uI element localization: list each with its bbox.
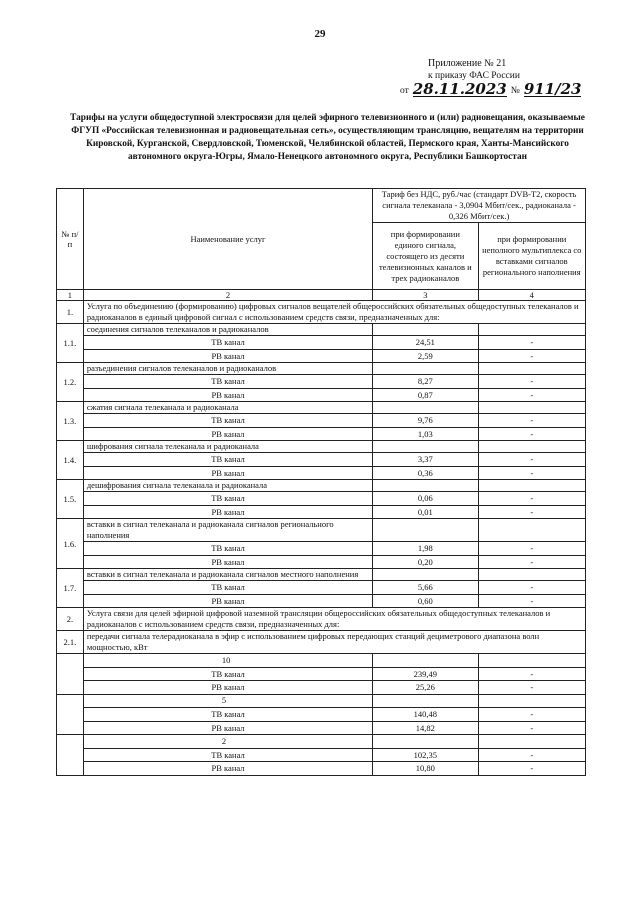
tv-label: ТВ канал bbox=[83, 667, 372, 681]
order-date: 28.11.2023 bbox=[412, 80, 507, 98]
item-value-empty bbox=[373, 569, 478, 581]
rv-row bbox=[57, 681, 586, 695]
rv-value: 25,26 bbox=[373, 681, 478, 695]
rv-label: РВ канал bbox=[83, 349, 372, 363]
rv-value: 14,82 bbox=[373, 721, 478, 735]
rv-value: 0,20 bbox=[373, 555, 478, 569]
item-row bbox=[57, 569, 586, 581]
rv-value: 10,80 bbox=[373, 762, 478, 776]
rv-row bbox=[57, 594, 586, 608]
item-value-empty bbox=[478, 363, 585, 375]
column-numbers-row bbox=[57, 290, 586, 301]
dash-value: - bbox=[478, 594, 585, 608]
rv-label: РВ канал bbox=[83, 388, 372, 402]
section-row bbox=[57, 301, 586, 324]
power-row bbox=[57, 735, 586, 749]
power-kw: 2 bbox=[83, 735, 372, 749]
rv-value: 0,60 bbox=[373, 594, 478, 608]
tv-label: ТВ канал bbox=[83, 581, 372, 595]
tv-row bbox=[57, 336, 586, 350]
power-num-empty bbox=[57, 654, 84, 695]
dash-value: - bbox=[478, 414, 585, 428]
tv-row bbox=[57, 708, 586, 722]
dash-value: - bbox=[478, 748, 585, 762]
item-name: дешифрования сигнала телеканала и радиоканала bbox=[83, 480, 372, 492]
item-value-empty bbox=[478, 402, 585, 414]
item-num: 1.3. bbox=[57, 402, 84, 441]
rv-label: РВ канал bbox=[83, 762, 372, 776]
appendix-date-line bbox=[400, 82, 580, 97]
tv-label: ТВ канал bbox=[83, 414, 372, 428]
item-num: 1.1. bbox=[57, 324, 84, 363]
tv-row bbox=[57, 667, 586, 681]
colnum-1: 1 bbox=[57, 290, 84, 301]
item-name: вставки в сигнал телеканала и радиоканала сигналов местного наполнения bbox=[83, 569, 372, 581]
power-row bbox=[57, 694, 586, 708]
tv-value: 3,37 bbox=[373, 453, 478, 467]
dash-value: - bbox=[478, 427, 585, 441]
dash-value: - bbox=[478, 375, 585, 389]
item-value-empty bbox=[478, 480, 585, 492]
dash-value: - bbox=[478, 581, 585, 595]
colnum-4: 4 bbox=[478, 290, 585, 301]
power-items bbox=[57, 654, 586, 776]
power-value-empty bbox=[478, 694, 585, 708]
header-col3: при формировании единого сигнала, состоящего из десяти телевизионных каналов и трех радиоканалов bbox=[373, 223, 478, 290]
rv-value: 0,36 bbox=[373, 466, 478, 480]
section-num: 2. bbox=[57, 608, 84, 631]
tv-label: ТВ канал bbox=[83, 375, 372, 389]
order-number: 911/23 bbox=[523, 80, 582, 98]
power-kw: 10 bbox=[83, 654, 372, 668]
rv-value: 1,03 bbox=[373, 427, 478, 441]
item-num: 1.5. bbox=[57, 480, 84, 519]
item-num: 1.4. bbox=[57, 441, 84, 480]
dash-value: - bbox=[478, 388, 585, 402]
rv-row bbox=[57, 466, 586, 480]
dash-value: - bbox=[478, 349, 585, 363]
from-label: от bbox=[400, 86, 409, 96]
dash-value: - bbox=[478, 542, 585, 556]
tv-label: ТВ канал bbox=[83, 542, 372, 556]
document-title: Тарифы на услуги общедоступной электросвязи для целей эфирного телевизионного и (или) радиовещания, оказываемые ФГУП «Российская телевизионная и радиовещательная сеть», осуществляющим трансляцию, вещателям на территории Кировской, Курганской, Свердловской, Тюменской, Челябинской областей, Пермского края, Ханты-Мансийского автономного округа-Югры, Ямало-Ненецкого автономного округа, Республики Башкортостан bbox=[70, 113, 585, 162]
dash-value: - bbox=[478, 492, 585, 506]
item-row bbox=[57, 631, 586, 654]
tv-value: 9,76 bbox=[373, 414, 478, 428]
section1-items bbox=[57, 324, 586, 608]
power-value-empty bbox=[478, 735, 585, 749]
item-name: вставки в сигнал телеканала и радиоканала сигналов регионального наполнения bbox=[83, 519, 372, 542]
item-value-empty bbox=[373, 441, 478, 453]
number-label: № bbox=[510, 86, 520, 96]
item-row bbox=[57, 480, 586, 492]
tv-value: 239,49 bbox=[373, 667, 478, 681]
rv-label: РВ канал bbox=[83, 721, 372, 735]
appendix-title: Приложение № 21 bbox=[428, 58, 507, 69]
tv-label: ТВ канал bbox=[83, 708, 372, 722]
tv-row bbox=[57, 375, 586, 389]
tv-value: 0,06 bbox=[373, 492, 478, 506]
item-num: 1.2. bbox=[57, 363, 84, 402]
item-row bbox=[57, 519, 586, 542]
power-value-empty bbox=[373, 654, 478, 668]
dash-value: - bbox=[478, 721, 585, 735]
section-text: Услуга связи для целей эфирной цифровой наземной трансляции общероссийских обязательных общедоступных телеканалов и радиоканалов с использованием средств связи, предназначенных для: bbox=[83, 608, 585, 631]
dash-value: - bbox=[478, 762, 585, 776]
power-value-empty bbox=[373, 735, 478, 749]
dash-value: - bbox=[478, 667, 585, 681]
rv-label: РВ канал bbox=[83, 555, 372, 569]
item-value-empty bbox=[373, 324, 478, 336]
item-name: сжатия сигнала телеканала и радиоканала bbox=[83, 402, 372, 414]
rv-value: 0,01 bbox=[373, 505, 478, 519]
rv-label: РВ канал bbox=[83, 681, 372, 695]
tv-row bbox=[57, 581, 586, 595]
item-name: соединения сигналов телеканалов и радиоканалов bbox=[83, 324, 372, 336]
dash-value: - bbox=[478, 505, 585, 519]
dash-value: - bbox=[478, 336, 585, 350]
power-row bbox=[57, 654, 586, 668]
rv-label: РВ канал bbox=[83, 594, 372, 608]
rv-label: РВ канал bbox=[83, 505, 372, 519]
item-row bbox=[57, 441, 586, 453]
rv-label: РВ канал bbox=[83, 466, 372, 480]
tv-value: 102,35 bbox=[373, 748, 478, 762]
colnum-3: 3 bbox=[373, 290, 478, 301]
item-value-empty bbox=[478, 441, 585, 453]
rv-label: РВ канал bbox=[83, 427, 372, 441]
power-num-empty bbox=[57, 735, 84, 776]
tv-row bbox=[57, 492, 586, 506]
page-number: 29 bbox=[314, 28, 326, 40]
tv-value: 24,51 bbox=[373, 336, 478, 350]
item-name: разъединения сигналов телеканалов и радиоканалов bbox=[83, 363, 372, 375]
item-value-empty bbox=[478, 519, 585, 542]
power-num-empty bbox=[57, 694, 84, 735]
dash-value: - bbox=[478, 466, 585, 480]
item-num: 1.6. bbox=[57, 519, 84, 569]
dash-value: - bbox=[478, 681, 585, 695]
item-value-empty bbox=[373, 480, 478, 492]
rv-row bbox=[57, 427, 586, 441]
power-kw: 5 bbox=[83, 694, 372, 708]
item-value-empty bbox=[478, 569, 585, 581]
item-value-empty bbox=[373, 402, 478, 414]
power-value-empty bbox=[478, 654, 585, 668]
item-num: 2.1. bbox=[57, 631, 84, 654]
rv-value: 2,59 bbox=[373, 349, 478, 363]
dash-value: - bbox=[478, 708, 585, 722]
rv-row bbox=[57, 762, 586, 776]
tv-value: 8,27 bbox=[373, 375, 478, 389]
section-num: 1. bbox=[57, 301, 84, 324]
header-tariff: Тариф без НДС, руб./час (стандарт DVB-T2, скорость сигнала телеканала - 3,0904 Мбит/сек., радиоканала - 0,326 Мбит/сек.) bbox=[373, 189, 586, 223]
rv-row bbox=[57, 505, 586, 519]
header-col4: при формировании неполного мультиплекса со вставками сигналов регионального наполнения bbox=[478, 223, 585, 290]
item-name: шифрования сигнала телеканала и радиоканала bbox=[83, 441, 372, 453]
item-row bbox=[57, 363, 586, 375]
tariff-table bbox=[56, 188, 586, 776]
item-value-empty bbox=[373, 519, 478, 542]
tv-row bbox=[57, 414, 586, 428]
section-row bbox=[57, 608, 586, 631]
tv-value: 140,48 bbox=[373, 708, 478, 722]
item-value-empty bbox=[478, 324, 585, 336]
colnum-2: 2 bbox=[83, 290, 372, 301]
item-name: передачи сигнала телерадиоканала в эфир с использованием цифровых передающих станций дециметрового диапазона волн мощностью, кВт bbox=[83, 631, 585, 654]
tv-row bbox=[57, 542, 586, 556]
header-name: Наименование услуг bbox=[83, 189, 372, 290]
tv-label: ТВ канал bbox=[83, 748, 372, 762]
header-num: № п/п bbox=[57, 189, 84, 290]
tv-label: ТВ канал bbox=[83, 453, 372, 467]
tv-row bbox=[57, 748, 586, 762]
power-value-empty bbox=[373, 694, 478, 708]
appendix-order-ref: к приказу ФАС России bbox=[428, 71, 520, 81]
item-row bbox=[57, 324, 586, 336]
rv-row bbox=[57, 555, 586, 569]
appendix-block bbox=[400, 58, 580, 97]
dash-value: - bbox=[478, 453, 585, 467]
item-value-empty bbox=[373, 363, 478, 375]
dash-value: - bbox=[478, 555, 585, 569]
item-row bbox=[57, 402, 586, 414]
section-text: Услуга по объединению (формированию) цифровых сигналов вещателей общероссийских обязательных общедоступных телеканалов и радиоканалов в единый цифровой сигнал с использованием средств связи, предназначенных для: bbox=[83, 301, 585, 324]
tv-label: ТВ канал bbox=[83, 336, 372, 350]
rv-value: 0,87 bbox=[373, 388, 478, 402]
tv-row bbox=[57, 453, 586, 467]
rv-row bbox=[57, 388, 586, 402]
tv-label: ТВ канал bbox=[83, 492, 372, 506]
rv-row bbox=[57, 721, 586, 735]
tv-value: 5,66 bbox=[373, 581, 478, 595]
tv-value: 1,98 bbox=[373, 542, 478, 556]
item-num: 1.7. bbox=[57, 569, 84, 608]
rv-row bbox=[57, 349, 586, 363]
